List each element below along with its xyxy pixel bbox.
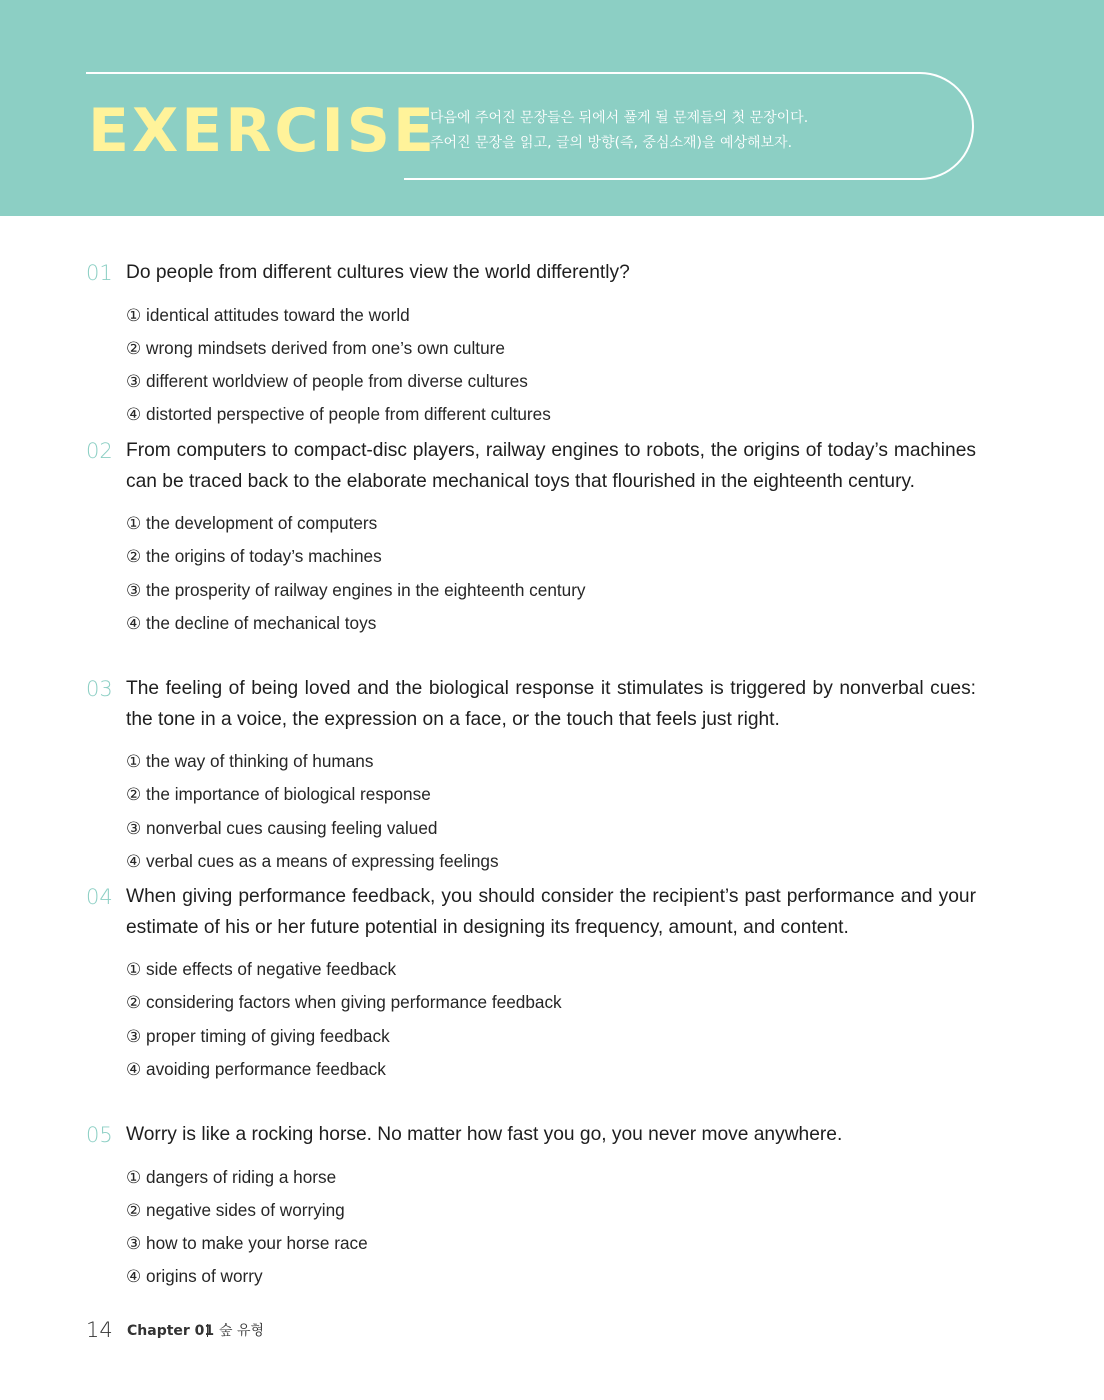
option-3[interactable] — [126, 574, 976, 607]
question-02 — [86, 436, 976, 640]
option-text: origins of worry — [146, 1266, 263, 1287]
page-number: 14 — [86, 1318, 113, 1342]
option-3[interactable] — [126, 1020, 976, 1053]
option-text: the importance of biological response — [146, 784, 431, 805]
option-text: wrong mindsets derived from one’s own culture — [146, 337, 505, 358]
option-text: considering factors when giving performance feedback — [146, 992, 562, 1013]
option-mark: ③ — [126, 1026, 142, 1047]
option-1[interactable] — [126, 507, 976, 540]
option-2[interactable] — [126, 1194, 976, 1227]
question-03 — [86, 674, 976, 878]
option-text: the origins of today’s machines — [146, 546, 382, 567]
option-mark: ④ — [126, 405, 142, 426]
option-3[interactable] — [126, 812, 976, 845]
question-text: Worry is like a rocking horse. No matter how fast you go, you never move anywhere. — [126, 1124, 843, 1145]
option-2[interactable] — [126, 332, 976, 365]
option-mark: ① — [126, 514, 142, 534]
instruction-line-2: 주어진 문장을 읽고, 글의 방향(즉, 중심소재)을 예상해보자. — [430, 135, 793, 151]
option-2[interactable] — [126, 778, 976, 811]
question-number: 01 — [86, 261, 113, 285]
question-text: When giving performance feedback, you should consider the recipient’s past performance and your estimate of his or her future potential in designing its frequency, amount, and content. — [126, 886, 976, 938]
option-1[interactable] — [126, 299, 976, 332]
option-mark: ④ — [126, 1267, 142, 1288]
option-3[interactable] — [126, 1227, 976, 1260]
option-text: how to make your horse race — [146, 1233, 368, 1254]
chapter-name: 숲 유형 — [219, 1323, 265, 1339]
option-4[interactable] — [126, 398, 976, 431]
option-mark: ③ — [126, 580, 142, 601]
option-text: different worldview of people from diverse cultures — [146, 371, 528, 392]
option-list — [126, 953, 976, 1086]
chapter-label: Chapter 01 — [127, 1323, 215, 1339]
option-text: distorted perspective of people from different cultures — [146, 404, 551, 425]
option-4[interactable] — [126, 607, 976, 640]
footer-divider — [207, 1324, 208, 1337]
option-mark: ② — [126, 785, 142, 806]
option-text: nonverbal cues causing feeling valued — [146, 817, 438, 838]
question-number: 05 — [86, 1123, 113, 1147]
option-mark: ② — [126, 338, 142, 359]
option-text: the prosperity of railway engines in the eighteenth century — [146, 579, 586, 600]
option-mark: ④ — [126, 613, 142, 634]
option-list — [126, 299, 976, 432]
option-4[interactable] — [126, 1260, 976, 1293]
option-text: the development of computers — [146, 513, 378, 533]
option-list — [126, 507, 976, 640]
option-2[interactable] — [126, 540, 976, 573]
page-title: EXERCISE — [88, 96, 437, 166]
option-mark: ① — [126, 305, 142, 326]
option-mark: ③ — [126, 1234, 142, 1255]
option-text: identical attitudes toward the world — [146, 304, 410, 325]
option-list — [126, 745, 976, 878]
option-mark: ③ — [126, 818, 142, 839]
option-2[interactable] — [126, 986, 976, 1019]
option-mark: ④ — [126, 1059, 142, 1080]
option-mark: ② — [126, 547, 142, 568]
question-text: From computers to compact-disc players, railway engines to robots, the origins of today’s machines can be traced back to the elaborate mechanical toys that flourished in the eighteenth century. — [126, 440, 976, 492]
option-text: proper timing of giving feedback — [146, 1025, 390, 1046]
option-3[interactable] — [126, 365, 976, 398]
option-mark: ② — [126, 993, 142, 1014]
question-text: Do people from different cultures view the world differently? — [126, 262, 630, 283]
option-4[interactable] — [126, 1053, 976, 1086]
option-text: verbal cues as a means of expressing feelings — [146, 850, 499, 871]
option-4[interactable] — [126, 845, 976, 878]
option-mark: ④ — [126, 851, 142, 872]
option-1[interactable] — [126, 953, 976, 986]
option-text: the decline of mechanical toys — [146, 612, 377, 633]
option-1[interactable] — [126, 1161, 976, 1194]
option-mark: ① — [126, 960, 142, 980]
option-list — [126, 1161, 976, 1294]
question-04 — [86, 882, 976, 1086]
option-text: negative sides of worrying — [146, 1199, 345, 1220]
option-mark: ① — [126, 752, 142, 772]
question-01 — [86, 258, 976, 432]
question-text: The feeling of being loved and the biological response it stimulates is triggered by nonverbal cues: the tone in a voice, the expression on a face, or the touch that feels just right. — [126, 678, 976, 730]
instruction-text — [430, 106, 808, 156]
question-number: 04 — [86, 885, 113, 909]
option-mark: ③ — [126, 372, 142, 393]
option-mark: ① — [126, 1167, 142, 1188]
question-number: 03 — [86, 677, 113, 701]
instruction-line-1: 다음에 주어진 문장들은 뒤에서 풀게 될 문제들의 첫 문장이다. — [430, 110, 809, 126]
option-text: the way of thinking of humans — [146, 751, 374, 771]
question-05 — [86, 1120, 976, 1294]
question-number: 02 — [86, 439, 113, 463]
option-mark: ② — [126, 1200, 142, 1221]
option-text: dangers of riding a horse — [146, 1166, 337, 1187]
option-text: avoiding performance feedback — [146, 1058, 386, 1079]
option-1[interactable] — [126, 745, 976, 778]
option-text: side effects of negative feedback — [146, 959, 397, 979]
